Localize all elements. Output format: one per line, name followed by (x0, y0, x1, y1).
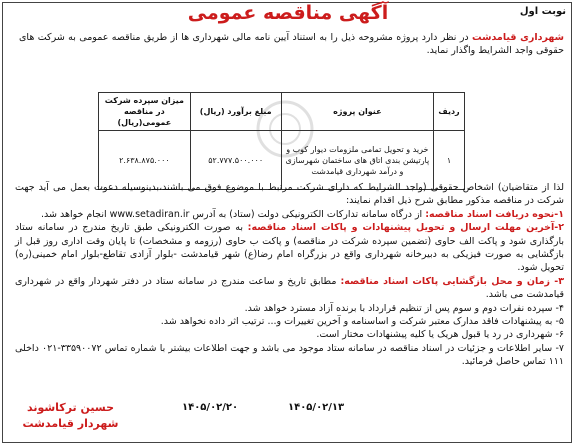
invitation-paragraph: لذا از متقاضیان) اشخاص حقوقی (واجد الشرایط که دارای شرکت مرتبط با موضوع فوق می باشند،بدینوسیله دعوت بعمل می آید جهت شرکت در مناقصه مذکور مطابق شرح ذیل اقدام نمایند: (15, 182, 564, 207)
condition-3-text: مطابق تاریخ و ساعت مندرج در سامانه ستاد در دفتر شهردار واقع در شهرداری قیامدشت می باشد. (15, 275, 564, 301)
table-header-row (99, 93, 465, 131)
condition-2 (15, 221, 564, 275)
cell-row-number: ۱ (434, 131, 465, 190)
org-name: شهرداری قیامدشت (472, 32, 564, 43)
condition-1-label: ۱-نحوه دریافت اسناد مناقصه: (425, 208, 564, 220)
first-publish-date: ۱۴۰۵/۰۲/۱۳ (288, 402, 345, 413)
footer (0, 395, 576, 445)
edition-label: نوبت اول (519, 6, 566, 17)
tender-table (98, 92, 465, 190)
cell-deposit: ۲.۶۳۸.۸۷۵.۰۰۰ (99, 131, 191, 190)
condition-1-text: از درگاه سامانه تدارکات الکترونیکی دولت (ستاد) به آدرس www.setadiran.ir انجام خواهد شد. (40, 208, 426, 220)
cell-estimate: ۵۲.۷۷۷.۵۰۰.۰۰۰ (190, 131, 281, 190)
condition-6: ۶- شهرداری در رد یا قبول هریک یا کلیه پیشنهادات مختار است. (316, 329, 564, 341)
signature-block (18, 400, 123, 432)
intro-paragraph (19, 31, 564, 57)
notice-title: آگهی مناقصه عمومی (187, 2, 389, 24)
conditions-body (15, 181, 564, 369)
condition-2-label: ۲-آخرین مهلت ارسال و تحویل پیشنهادات و پاکات اسناد مناقصه: (247, 222, 564, 234)
condition-4: ۴- سپرده نفرات دوم و سوم پس از تنظیم قرارداد با برنده آزاد مسترد خواهد شد. (244, 302, 564, 314)
condition-2-text: به صورت الکترونیکی طبق تاریخ مندرج در سامانه ستاد بارگذاری شود و پاکت الف حاوی (تضمین سپرده شرکت در مناقصه) و پاکت ب حاوی (رزومه و مشخصات) تا پایان وقت اداری روز قبل از بازگشایی به صورت فیزیکی به دبیرخانه شهرداری واقع در بزرگراه امام رضا(ع) شهر قیامدشت -بلوار آزادی تقاطع-بلوار امام خمینی(ره) تحویل شود. (15, 222, 564, 274)
condition-3-label: ۳- زمان و محل بازگشایی پاکات اسناد مناقصه: (340, 275, 564, 287)
col-header-estimate: مبلغ برآورد (ریال) (190, 93, 281, 131)
condition-1 (15, 208, 564, 221)
condition-5: ۵- به پیشنهادات فاقد مدارک معتبر شرکت و اساسنامه و آخرین تغییرات و... ترتیب اثر داده نخواهد شد. (160, 316, 564, 328)
col-header-row-number: ردیف (434, 93, 465, 131)
col-header-project-title: عنوان پروژه (281, 93, 434, 131)
cell-project-title: خرید و تحویل تمامی ملزومات دیوار کوب و پارتیشن بندی اتاق های ساختمان شهرسازی و درآمد شهرداری قیامدشت (281, 131, 434, 190)
condition-3 (15, 275, 564, 302)
second-publish-date: ۱۴۰۵/۰۲/۲۰ (182, 402, 239, 413)
condition-7: ۷- سایر اطلاعات و جزئیات در اسناد مناقصه در سامانه ستاد موجود می باشد و جهت اطلاعات بیشتر با شماره تماس ۳۳۵۹۰۰۷۲-۰۲۱ داخلی ۱۱۱ تماس حاصل فرمائید. (15, 342, 564, 368)
col-header-deposit: میزان سپرده شرکت در مناقصه عمومی(ریال) (99, 93, 191, 131)
intro-text: در نظر دارد پروژه مشروحه ذیل را به استناد آیین نامه مالی شهرداری ها از طریق مناقصه عمومی به شرکت های حقوقی واجد الشرایط واگذار نماید. (19, 32, 564, 56)
signer-title: شهردار قیامدشت (22, 417, 119, 430)
signer-name: حسین ترکاشوند (26, 401, 115, 414)
